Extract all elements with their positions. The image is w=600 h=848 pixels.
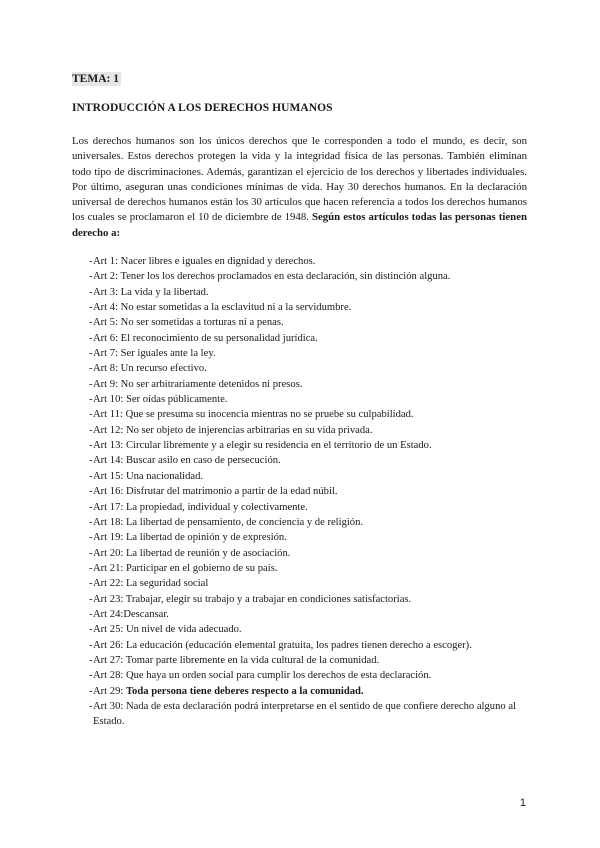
bullet-dash: - xyxy=(89,501,93,513)
article-text: Que haya un orden social para cumplir los derechos de esta declaración. xyxy=(123,670,432,682)
article-text: Nacer libres e iguales en dignidad y derechos. xyxy=(118,256,316,267)
article-label: Art 27: xyxy=(93,654,124,666)
article-item xyxy=(72,392,532,407)
article-label: Art 29: xyxy=(93,685,124,697)
article-text: La libertad de pensamiento, de conciencia y de religión. xyxy=(123,516,364,528)
article-item xyxy=(72,469,532,484)
article-label: Art 18: xyxy=(93,516,124,528)
article-text: Un recurso efectivo. xyxy=(118,363,207,375)
article-item xyxy=(72,653,532,668)
bullet-dash: - xyxy=(89,486,93,498)
article-text: Buscar asilo en caso de persecución. xyxy=(123,455,281,467)
article-item xyxy=(72,361,532,376)
article-label: Art 3: xyxy=(93,286,119,298)
article-text: La vida y la libertad. xyxy=(118,286,209,298)
bullet-dash: - xyxy=(89,470,93,482)
article-item xyxy=(72,407,532,422)
article-item xyxy=(72,561,532,576)
bullet-dash: - xyxy=(89,440,93,452)
bullet-dash: - xyxy=(89,593,93,605)
article-item xyxy=(72,438,532,453)
bullet-dash: - xyxy=(89,562,93,574)
article-item xyxy=(72,576,532,591)
article-label: Art 9: xyxy=(93,378,119,390)
bullet-dash: - xyxy=(89,271,93,283)
article-label: Art 19: xyxy=(93,532,124,544)
article-text: Circular libremente y a elegir su residencia en el territorio de un Estado. xyxy=(123,440,432,452)
article-label: Art 5: xyxy=(93,317,119,329)
article-item xyxy=(72,515,532,530)
bullet-dash: - xyxy=(89,700,93,712)
article-label: Art 24: xyxy=(93,608,124,620)
article-label: Art 13: xyxy=(93,440,124,452)
article-item xyxy=(72,315,532,330)
bullet-dash: - xyxy=(89,302,93,314)
article-text: La libertad de reunión y de asociación. xyxy=(123,547,291,559)
bullet-dash: - xyxy=(89,670,93,682)
article-item xyxy=(72,331,532,346)
article-text: Que se presuma su inocencia mientras no se pruebe su culpabilidad. xyxy=(122,409,414,421)
article-text: No ser arbitrariamente detenidos ni presos. xyxy=(118,378,303,390)
article-label: Art 15: xyxy=(93,470,124,482)
intro-paragraph xyxy=(72,134,527,241)
article-label: Art 30: xyxy=(93,700,124,712)
article-item xyxy=(72,668,532,683)
article-label: Art 25: xyxy=(93,624,124,636)
article-text: El reconocimiento de su personalidad jurídica. xyxy=(118,332,318,344)
article-text: Ser iguales ante la ley. xyxy=(118,348,216,360)
bullet-dash: - xyxy=(89,516,93,528)
article-text: Nada de esta declaración podrá interpretarse en el sentido de que confiere derecho alguno al Estado. xyxy=(93,700,516,728)
bullet-dash: - xyxy=(89,639,93,651)
bullet-dash: - xyxy=(89,409,93,421)
article-label: Art 12: xyxy=(93,424,124,436)
bullet-dash: - xyxy=(89,685,93,697)
article-label: Art 20: xyxy=(93,547,124,559)
bullet-dash: - xyxy=(89,332,93,344)
articles-list xyxy=(72,254,532,730)
article-label: Art 8: xyxy=(93,363,119,375)
article-text: Tomar parte libremente en la vida cultural de la comunidad. xyxy=(123,654,380,666)
article-text: La seguridad social xyxy=(123,578,209,590)
article-label: Art 23: xyxy=(93,593,124,605)
article-text: Trabajar, elegir su trabajo y a trabajar en condiciones satisfactorias. xyxy=(123,593,412,605)
article-text: Un nivel de vida adecuado. xyxy=(123,624,242,636)
article-text: Descansar. xyxy=(123,608,169,620)
tema-heading: TEMA: 1 xyxy=(72,73,119,85)
article-item xyxy=(72,423,532,438)
intro-lead: Según estos artículos todas las personas tienen derecho a: xyxy=(72,211,527,239)
bullet-dash: - xyxy=(89,547,93,559)
bullet-dash: - xyxy=(89,378,93,390)
article-item xyxy=(72,699,532,730)
article-item xyxy=(72,530,532,545)
article-item xyxy=(72,500,532,515)
bullet-dash: - xyxy=(89,256,93,267)
article-label: Art 14: xyxy=(93,455,124,467)
article-label: Art 22: xyxy=(93,578,124,590)
article-label: Art 7: xyxy=(93,348,119,360)
bullet-dash: - xyxy=(89,608,93,620)
article-label: Art 1: xyxy=(93,256,119,267)
article-item xyxy=(72,346,532,361)
article-item xyxy=(72,638,532,653)
page-number: 1 xyxy=(519,797,526,809)
article-item xyxy=(72,300,532,315)
article-item xyxy=(72,484,532,499)
article-item xyxy=(72,377,532,392)
bullet-dash: - xyxy=(89,654,93,666)
bullet-dash: - xyxy=(89,624,93,636)
bullet-dash: - xyxy=(89,363,93,375)
article-item xyxy=(72,254,532,269)
bullet-dash: - xyxy=(89,532,93,544)
bullet-dash: - xyxy=(89,317,93,329)
article-text: Una nacionalidad. xyxy=(123,470,204,482)
article-label: Art 4: xyxy=(93,302,119,314)
article-label: Art 16: xyxy=(93,486,124,498)
intro-text: Los derechos humanos son los únicos derechos que le corresponden a todo el mundo, es decir, son universales. Estos derechos protegen la vida y la integridad física de las personas. También eliminan todo tipo de discriminaciones. Además, garantizan el ejercicio de los derechos y libertades individuales. Por último, aseguran unas condiciones mínimas de vida. Hay 30 derechos humanos. En la declaración universal de derechos humanos están los 30 artículos que hacen referencia a todos los derechos humanos los cuales se proclamaron el 10 de diciembre de 1948. xyxy=(72,135,527,224)
article-label: Art 21: xyxy=(93,562,124,574)
article-item xyxy=(72,269,532,284)
article-label: Art 10: xyxy=(93,394,124,406)
article-item xyxy=(72,684,532,699)
article-item xyxy=(72,285,532,300)
article-text: No ser sometidas a torturas ni a penas. xyxy=(118,317,284,329)
article-label: Art 11: xyxy=(93,409,123,421)
bullet-dash: - xyxy=(89,455,93,467)
article-text: La propiedad, individual y colectivamente. xyxy=(123,501,308,513)
article-label: Art 6: xyxy=(93,332,119,344)
article-text: La libertad de opinión y de expresión. xyxy=(123,532,287,544)
bullet-dash: - xyxy=(89,286,93,298)
article-label: Art 26: xyxy=(93,639,124,651)
article-text: Disfrutar del matrimonio a partir de la edad núbil. xyxy=(123,486,338,498)
article-label: Art 28: xyxy=(93,670,124,682)
article-item xyxy=(72,546,532,561)
bullet-dash: - xyxy=(89,348,93,360)
article-item xyxy=(72,607,532,622)
article-label: Art 2: xyxy=(93,271,119,283)
bullet-dash: - xyxy=(89,578,93,590)
page-title: INTRODUCCIÓN A LOS DERECHOS HUMANOS xyxy=(72,102,333,114)
article-item xyxy=(72,592,532,607)
article-text: La educación (educación elemental gratuita, los padres tienen derecho a escoger). xyxy=(123,639,472,651)
article-text: Tener los los derechos proclamados en esta declaración, sin distinción alguna. xyxy=(118,271,451,283)
article-text: Ser oídas públicamente. xyxy=(123,394,228,406)
article-text: No estar sometidas a la esclavitud ni a la servidumbre. xyxy=(118,302,352,314)
article-label: Art 17: xyxy=(93,501,124,513)
article-item xyxy=(72,453,532,468)
article-text: Participar en el gobierno de su país. xyxy=(123,562,278,574)
article-item xyxy=(72,622,532,637)
bullet-dash: - xyxy=(89,394,93,406)
bullet-dash: - xyxy=(89,424,93,436)
article-text: No ser objeto de injerencias arbitrarias en su vida privada. xyxy=(123,424,373,436)
article-bold-text: Toda persona tiene deberes respecto a la comunidad. xyxy=(125,685,364,697)
